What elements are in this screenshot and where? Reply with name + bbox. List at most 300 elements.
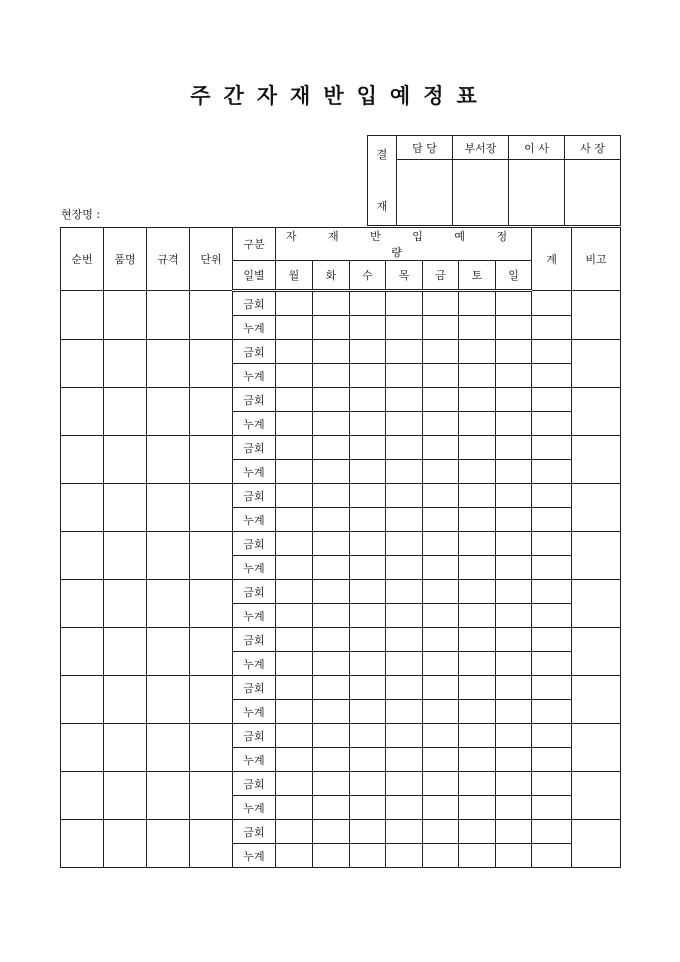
unit-cell[interactable] <box>190 291 233 340</box>
day-quantity-cell[interactable] <box>313 556 350 580</box>
unit-cell[interactable] <box>190 820 233 868</box>
spec-cell[interactable] <box>147 724 190 772</box>
unit-cell[interactable] <box>190 532 233 580</box>
unit-cell[interactable] <box>190 628 233 676</box>
item-name-cell[interactable] <box>104 532 147 580</box>
item-name-cell[interactable] <box>104 340 147 388</box>
day-quantity-cell[interactable] <box>459 748 496 772</box>
day-quantity-cell[interactable] <box>350 436 386 460</box>
row-type-label: 누계 <box>233 796 276 820</box>
unit-cell[interactable] <box>190 436 233 484</box>
total-cell[interactable] <box>532 316 572 340</box>
day-quantity-cell[interactable] <box>423 580 459 604</box>
item-name-cell[interactable] <box>104 580 147 628</box>
remark-cell[interactable] <box>572 628 621 676</box>
day-quantity-cell[interactable] <box>276 652 313 676</box>
day-quantity-cell[interactable] <box>423 772 459 796</box>
header-day-fri: 금 <box>423 261 459 291</box>
day-quantity-cell[interactable] <box>386 364 423 388</box>
day-quantity-cell[interactable] <box>496 291 532 316</box>
row-type-label: 누계 <box>233 460 276 484</box>
day-quantity-cell[interactable] <box>459 532 496 556</box>
spec-cell[interactable] <box>147 340 190 388</box>
seq-cell[interactable] <box>61 532 104 580</box>
day-quantity-cell[interactable] <box>459 844 496 868</box>
day-quantity-cell[interactable] <box>350 316 386 340</box>
day-quantity-cell[interactable] <box>459 364 496 388</box>
seq-cell[interactable] <box>61 820 104 868</box>
row-type-label: 누계 <box>233 652 276 676</box>
day-quantity-cell[interactable] <box>386 291 423 316</box>
day-quantity-cell[interactable] <box>276 676 313 700</box>
day-quantity-cell[interactable] <box>496 748 532 772</box>
unit-cell[interactable] <box>190 388 233 436</box>
day-quantity-cell[interactable] <box>459 508 496 532</box>
row-type-label: 금회 <box>233 291 276 316</box>
day-quantity-cell[interactable] <box>313 604 350 628</box>
day-quantity-cell[interactable] <box>496 652 532 676</box>
header-day-thu: 목 <box>386 261 423 291</box>
day-quantity-cell[interactable] <box>313 724 350 748</box>
remark-cell[interactable] <box>572 772 621 820</box>
day-quantity-cell[interactable] <box>276 316 313 340</box>
table-row <box>61 340 621 364</box>
day-quantity-cell[interactable] <box>350 604 386 628</box>
day-quantity-cell[interactable] <box>423 796 459 820</box>
table-row <box>61 291 621 316</box>
day-quantity-cell[interactable] <box>386 340 423 364</box>
day-quantity-cell[interactable] <box>496 628 532 652</box>
day-quantity-cell[interactable] <box>350 628 386 652</box>
day-quantity-cell[interactable] <box>350 724 386 748</box>
day-quantity-cell[interactable] <box>350 484 386 508</box>
day-quantity-cell[interactable] <box>350 820 386 844</box>
remark-cell[interactable] <box>572 388 621 436</box>
header-daily: 일별 <box>233 261 276 291</box>
day-quantity-cell[interactable] <box>459 820 496 844</box>
item-name-cell[interactable] <box>104 724 147 772</box>
day-quantity-cell[interactable] <box>496 796 532 820</box>
day-quantity-cell[interactable] <box>423 436 459 460</box>
day-quantity-cell[interactable] <box>313 748 350 772</box>
day-quantity-cell[interactable] <box>459 291 496 316</box>
day-quantity-cell[interactable] <box>313 700 350 724</box>
total-cell[interactable] <box>532 412 572 436</box>
total-cell[interactable] <box>532 628 572 652</box>
remark-cell[interactable] <box>572 340 621 388</box>
day-quantity-cell[interactable] <box>313 820 350 844</box>
row-type-label: 금회 <box>233 676 276 700</box>
delivery-schedule-table <box>60 227 621 868</box>
remark-cell[interactable] <box>572 436 621 484</box>
day-quantity-cell[interactable] <box>423 460 459 484</box>
day-quantity-cell[interactable] <box>313 796 350 820</box>
remark-cell[interactable] <box>572 724 621 772</box>
row-type-label: 누계 <box>233 316 276 340</box>
seq-cell[interactable] <box>61 628 104 676</box>
day-quantity-cell[interactable] <box>350 291 386 316</box>
seq-cell[interactable] <box>61 291 104 340</box>
day-quantity-cell[interactable] <box>313 676 350 700</box>
seq-cell[interactable] <box>61 340 104 388</box>
day-quantity-cell[interactable] <box>313 316 350 340</box>
day-quantity-cell[interactable] <box>459 652 496 676</box>
day-quantity-cell[interactable] <box>459 436 496 460</box>
day-quantity-cell[interactable] <box>350 412 386 436</box>
total-cell[interactable] <box>532 291 572 316</box>
total-cell[interactable] <box>532 820 572 844</box>
day-quantity-cell[interactable] <box>350 580 386 604</box>
header-seq: 순번 <box>61 228 104 291</box>
day-quantity-cell[interactable] <box>276 364 313 388</box>
day-quantity-cell[interactable] <box>386 604 423 628</box>
item-name-cell[interactable] <box>104 820 147 868</box>
spec-cell[interactable] <box>147 532 190 580</box>
header-day-wed: 수 <box>350 261 386 291</box>
day-quantity-cell[interactable] <box>386 388 423 412</box>
remark-cell[interactable] <box>572 532 621 580</box>
day-quantity-cell[interactable] <box>423 291 459 316</box>
header-delivery-quantity: 자 재 반 입 예 정 량 <box>276 228 532 261</box>
table-row <box>61 772 621 796</box>
day-quantity-cell[interactable] <box>386 652 423 676</box>
total-cell[interactable] <box>532 844 572 868</box>
day-quantity-cell[interactable] <box>459 340 496 364</box>
day-quantity-cell[interactable] <box>386 748 423 772</box>
day-quantity-cell[interactable] <box>313 844 350 868</box>
day-quantity-cell[interactable] <box>423 700 459 724</box>
day-quantity-cell[interactable] <box>276 532 313 556</box>
day-quantity-cell[interactable] <box>496 340 532 364</box>
day-quantity-cell[interactable] <box>350 796 386 820</box>
day-quantity-cell[interactable] <box>423 652 459 676</box>
remark-cell[interactable] <box>572 676 621 724</box>
row-type-label: 금회 <box>233 772 276 796</box>
day-quantity-cell[interactable] <box>423 508 459 532</box>
remark-cell[interactable] <box>572 484 621 532</box>
day-quantity-cell[interactable] <box>386 844 423 868</box>
item-name-cell[interactable] <box>104 436 147 484</box>
approval-label-2: 재 <box>376 199 388 213</box>
header-day-tue: 화 <box>313 261 350 291</box>
day-quantity-cell[interactable] <box>313 628 350 652</box>
total-cell[interactable] <box>532 508 572 532</box>
day-quantity-cell[interactable] <box>350 700 386 724</box>
day-quantity-cell[interactable] <box>276 844 313 868</box>
item-name-cell[interactable] <box>104 484 147 532</box>
day-quantity-cell[interactable] <box>276 724 313 748</box>
remark-cell[interactable] <box>572 291 621 340</box>
day-quantity-cell[interactable] <box>276 508 313 532</box>
day-quantity-cell[interactable] <box>386 556 423 580</box>
header-item: 품명 <box>104 228 147 291</box>
day-quantity-cell[interactable] <box>423 316 459 340</box>
row-type-label: 금회 <box>233 340 276 364</box>
day-quantity-cell[interactable] <box>496 532 532 556</box>
item-name-cell[interactable] <box>104 676 147 724</box>
header-category: 구분 <box>233 228 276 261</box>
spec-cell[interactable] <box>147 820 190 868</box>
day-quantity-cell[interactable] <box>276 604 313 628</box>
unit-cell[interactable] <box>190 340 233 388</box>
day-quantity-cell[interactable] <box>423 628 459 652</box>
day-quantity-cell[interactable] <box>496 604 532 628</box>
day-quantity-cell[interactable] <box>313 291 350 316</box>
table-row <box>61 724 621 748</box>
approval-role-staff: 담 당 <box>397 136 453 160</box>
day-quantity-cell[interactable] <box>423 604 459 628</box>
day-quantity-cell[interactable] <box>350 460 386 484</box>
day-quantity-cell[interactable] <box>386 532 423 556</box>
day-quantity-cell[interactable] <box>313 436 350 460</box>
day-quantity-cell[interactable] <box>496 676 532 700</box>
total-cell[interactable] <box>532 556 572 580</box>
row-type-label: 누계 <box>233 604 276 628</box>
day-quantity-cell[interactable] <box>386 628 423 652</box>
day-quantity-cell[interactable] <box>350 340 386 364</box>
site-name-label: 현장명 : <box>61 208 101 221</box>
table-row <box>61 628 621 652</box>
approval-role-president: 사 장 <box>565 136 621 160</box>
day-quantity-cell[interactable] <box>423 748 459 772</box>
day-quantity-cell[interactable] <box>350 772 386 796</box>
day-quantity-cell[interactable] <box>496 724 532 748</box>
day-quantity-cell[interactable] <box>423 364 459 388</box>
spec-cell[interactable] <box>147 436 190 484</box>
approval-label-1: 결 <box>376 147 388 161</box>
header-total: 계 <box>532 228 572 291</box>
day-quantity-cell[interactable] <box>386 796 423 820</box>
day-quantity-cell[interactable] <box>459 460 496 484</box>
total-cell[interactable] <box>532 700 572 724</box>
day-quantity-cell[interactable] <box>350 532 386 556</box>
day-quantity-cell[interactable] <box>386 580 423 604</box>
day-quantity-cell[interactable] <box>313 580 350 604</box>
day-quantity-cell[interactable] <box>313 508 350 532</box>
day-quantity-cell[interactable] <box>496 484 532 508</box>
total-cell[interactable] <box>532 364 572 388</box>
seq-cell[interactable] <box>61 724 104 772</box>
day-quantity-cell[interactable] <box>313 388 350 412</box>
spec-cell[interactable] <box>147 676 190 724</box>
day-quantity-cell[interactable] <box>459 556 496 580</box>
row-type-label: 금회 <box>233 532 276 556</box>
day-quantity-cell[interactable] <box>496 844 532 868</box>
day-quantity-cell[interactable] <box>423 412 459 436</box>
day-quantity-cell[interactable] <box>386 316 423 340</box>
day-quantity-cell[interactable] <box>496 460 532 484</box>
day-quantity-cell[interactable] <box>276 796 313 820</box>
day-quantity-cell[interactable] <box>350 388 386 412</box>
table-row <box>61 436 621 460</box>
spec-cell[interactable] <box>147 772 190 820</box>
seq-cell[interactable] <box>61 772 104 820</box>
item-name-cell[interactable] <box>104 388 147 436</box>
day-quantity-cell[interactable] <box>386 700 423 724</box>
day-quantity-cell[interactable] <box>496 700 532 724</box>
day-quantity-cell[interactable] <box>459 316 496 340</box>
unit-cell[interactable] <box>190 676 233 724</box>
day-quantity-cell[interactable] <box>386 772 423 796</box>
total-cell[interactable] <box>532 772 572 796</box>
day-quantity-cell[interactable] <box>313 652 350 676</box>
total-cell[interactable] <box>532 796 572 820</box>
total-cell[interactable] <box>532 676 572 700</box>
signature-box-staff[interactable] <box>397 160 453 226</box>
unit-cell[interactable] <box>190 484 233 532</box>
day-quantity-cell[interactable] <box>496 556 532 580</box>
signature-box-president[interactable] <box>565 160 621 226</box>
day-quantity-cell[interactable] <box>276 556 313 580</box>
day-quantity-cell[interactable] <box>423 340 459 364</box>
seq-cell[interactable] <box>61 484 104 532</box>
day-quantity-cell[interactable] <box>496 508 532 532</box>
day-quantity-cell[interactable] <box>496 316 532 340</box>
day-quantity-cell[interactable] <box>459 628 496 652</box>
day-quantity-cell[interactable] <box>350 508 386 532</box>
day-quantity-cell[interactable] <box>459 772 496 796</box>
row-type-label: 금회 <box>233 724 276 748</box>
spec-cell[interactable] <box>147 628 190 676</box>
seq-cell[interactable] <box>61 580 104 628</box>
day-quantity-cell[interactable] <box>459 700 496 724</box>
day-quantity-cell[interactable] <box>313 532 350 556</box>
day-quantity-cell[interactable] <box>386 508 423 532</box>
day-quantity-cell[interactable] <box>350 556 386 580</box>
day-quantity-cell[interactable] <box>276 820 313 844</box>
day-quantity-cell[interactable] <box>313 772 350 796</box>
total-cell[interactable] <box>532 388 572 412</box>
day-quantity-cell[interactable] <box>276 580 313 604</box>
total-cell[interactable] <box>532 580 572 604</box>
spec-cell[interactable] <box>147 484 190 532</box>
unit-cell[interactable] <box>190 772 233 820</box>
seq-cell[interactable] <box>61 676 104 724</box>
day-quantity-cell[interactable] <box>276 628 313 652</box>
day-quantity-cell[interactable] <box>496 772 532 796</box>
row-type-label: 금회 <box>233 388 276 412</box>
total-cell[interactable] <box>532 748 572 772</box>
approval-role-director: 이 사 <box>509 136 565 160</box>
header-unit: 단위 <box>190 228 233 291</box>
row-type-label: 누계 <box>233 844 276 868</box>
day-quantity-cell[interactable] <box>276 388 313 412</box>
item-name-cell[interactable] <box>104 772 147 820</box>
day-quantity-cell[interactable] <box>459 388 496 412</box>
day-quantity-cell[interactable] <box>276 412 313 436</box>
spec-cell[interactable] <box>147 580 190 628</box>
day-quantity-cell[interactable] <box>423 484 459 508</box>
day-quantity-cell[interactable] <box>386 460 423 484</box>
day-quantity-cell[interactable] <box>459 604 496 628</box>
day-quantity-cell[interactable] <box>423 844 459 868</box>
day-quantity-cell[interactable] <box>276 340 313 364</box>
row-type-label: 누계 <box>233 412 276 436</box>
day-quantity-cell[interactable] <box>350 652 386 676</box>
spec-cell[interactable] <box>147 388 190 436</box>
day-quantity-cell[interactable] <box>386 412 423 436</box>
remark-cell[interactable] <box>572 580 621 628</box>
day-quantity-cell[interactable] <box>276 700 313 724</box>
row-type-label: 누계 <box>233 364 276 388</box>
day-quantity-cell[interactable] <box>313 340 350 364</box>
day-quantity-cell[interactable] <box>496 436 532 460</box>
total-cell[interactable] <box>532 532 572 556</box>
unit-cell[interactable] <box>190 580 233 628</box>
row-type-label: 금회 <box>233 436 276 460</box>
day-quantity-cell[interactable] <box>459 484 496 508</box>
day-quantity-cell[interactable] <box>276 748 313 772</box>
day-quantity-cell[interactable] <box>276 772 313 796</box>
seq-cell[interactable] <box>61 388 104 436</box>
signature-box-manager[interactable] <box>453 160 509 226</box>
day-quantity-cell[interactable] <box>386 676 423 700</box>
day-quantity-cell[interactable] <box>423 388 459 412</box>
day-quantity-cell[interactable] <box>459 580 496 604</box>
day-quantity-cell[interactable] <box>276 460 313 484</box>
day-quantity-cell[interactable] <box>386 436 423 460</box>
day-quantity-cell[interactable] <box>496 412 532 436</box>
total-cell[interactable] <box>532 604 572 628</box>
day-quantity-cell[interactable] <box>313 484 350 508</box>
day-quantity-cell[interactable] <box>496 388 532 412</box>
day-quantity-cell[interactable] <box>496 820 532 844</box>
day-quantity-cell[interactable] <box>276 291 313 316</box>
day-quantity-cell[interactable] <box>459 796 496 820</box>
total-cell[interactable] <box>532 724 572 748</box>
total-cell[interactable] <box>532 436 572 460</box>
day-quantity-cell[interactable] <box>313 364 350 388</box>
day-quantity-cell[interactable] <box>386 484 423 508</box>
seq-cell[interactable] <box>61 436 104 484</box>
day-quantity-cell[interactable] <box>276 484 313 508</box>
header-spec: 규격 <box>147 228 190 291</box>
day-quantity-cell[interactable] <box>350 364 386 388</box>
unit-cell[interactable] <box>190 724 233 772</box>
day-quantity-cell[interactable] <box>350 676 386 700</box>
table-row <box>61 484 621 508</box>
day-quantity-cell[interactable] <box>386 724 423 748</box>
day-quantity-cell[interactable] <box>459 676 496 700</box>
item-name-cell[interactable] <box>104 291 147 340</box>
day-quantity-cell[interactable] <box>459 412 496 436</box>
day-quantity-cell[interactable] <box>423 556 459 580</box>
spec-cell[interactable] <box>147 291 190 340</box>
day-quantity-cell[interactable] <box>423 676 459 700</box>
item-name-cell[interactable] <box>104 628 147 676</box>
page-title: 주간자재반입예정표 <box>190 83 490 108</box>
approval-box <box>367 135 621 226</box>
day-quantity-cell[interactable] <box>350 844 386 868</box>
day-quantity-cell[interactable] <box>386 820 423 844</box>
day-quantity-cell[interactable] <box>423 724 459 748</box>
day-quantity-cell[interactable] <box>313 412 350 436</box>
total-cell[interactable] <box>532 652 572 676</box>
signature-box-director[interactable] <box>509 160 565 226</box>
day-quantity-cell[interactable] <box>350 748 386 772</box>
day-quantity-cell[interactable] <box>313 460 350 484</box>
day-quantity-cell[interactable] <box>459 724 496 748</box>
day-quantity-cell[interactable] <box>423 820 459 844</box>
day-quantity-cell[interactable] <box>276 436 313 460</box>
day-quantity-cell[interactable] <box>496 364 532 388</box>
total-cell[interactable] <box>532 460 572 484</box>
total-cell[interactable] <box>532 340 572 364</box>
remark-cell[interactable] <box>572 820 621 868</box>
day-quantity-cell[interactable] <box>423 532 459 556</box>
day-quantity-cell[interactable] <box>496 580 532 604</box>
total-cell[interactable] <box>532 484 572 508</box>
